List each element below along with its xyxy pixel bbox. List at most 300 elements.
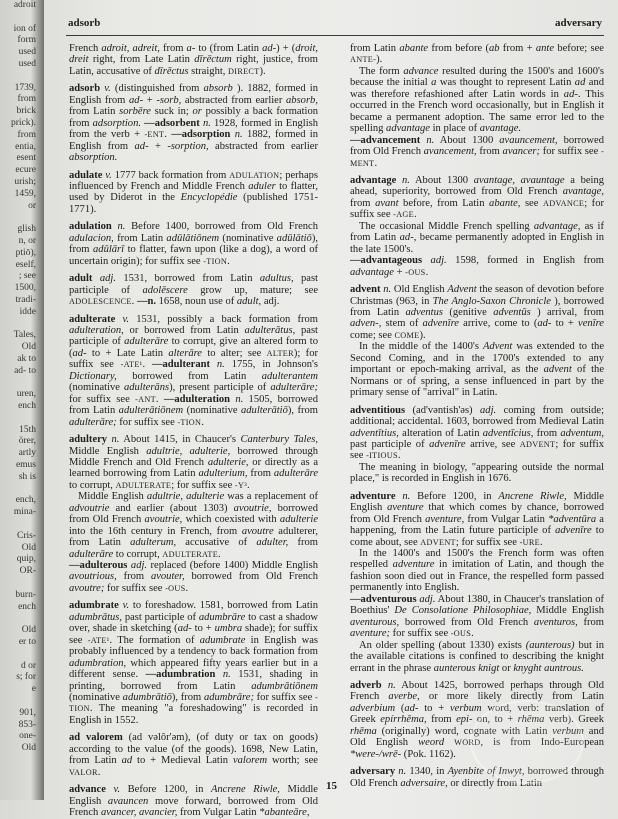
headword: —adsorption [171,129,231,141]
italic-form: Ayenbite of Inwyt, [447,766,525,778]
text-run: In the middle of the 1400's [359,341,483,353]
entry-paragraph [350,66,604,135]
cross-reference: WORD [454,738,481,748]
text-run: About 1300 [409,174,474,186]
text-run: before; see [554,43,604,54]
derived-entry [350,594,604,640]
text-run: 1505, borrowed from Latin [69,393,318,417]
text-run: (nominative [69,382,124,394]
entry-paragraph [69,43,318,77]
italic-form: n. [383,284,392,296]
italic-form: aventure [387,502,424,514]
text-run: . This occurred in the French word occasionally, but in English it became a permanent adoption. The same error led to the spelling [350,88,604,135]
text-run: in imitation of Latin, and though the fashion soon died out in France, the respelled form passed permanently into English. [350,559,604,594]
text-run: About 1425, borrowed perhaps through Old French [350,680,604,703]
italic-form: adj. [130,560,148,572]
italic-form: adulterāns [123,382,170,394]
italic-form: advoutrie [69,502,110,514]
italic-form: avant [375,197,399,209]
text-run [444,737,454,748]
italic-form: n. [234,129,243,141]
cross-reference: -ATE¹ [120,360,143,370]
text-run: a happening, from the Latin future participle of [350,513,604,537]
previous-page-fragment: prick). [10,117,36,128]
italic-form: avoutre [241,525,274,537]
cross-reference: ADULTERATE [162,549,219,559]
headword: ad valorem [69,732,123,744]
text-run: ). [376,54,383,66]
italic-form: adumbrātiō [122,692,172,704]
italic-form: ad [121,755,133,767]
previous-page-fragment: eself, [15,259,36,270]
previous-page-fragment: n, or [18,235,36,246]
text-run: About 1380, in Chaucer's translation of Boethius' [350,593,604,617]
text-run: from [577,616,605,628]
italic-form: avantage, [562,186,604,198]
text-run: which appeared fifty years earlier but in a different sense. [69,657,318,681]
text-run: from [116,571,151,583]
text-run: word, verb: translation of Greek [350,702,604,726]
text-run: right, justice, from Latin, accusative of [69,54,318,77]
italic-form: advenīre [422,318,459,330]
cross-reference: ADULTERATE [115,480,172,490]
previous-page-fragment: 1459, [14,188,36,199]
italic-form: v. [105,169,112,181]
text-run: resulted during the 1500's and 1600's because the initial [350,65,604,89]
text-run: ), from [287,405,318,417]
text-run: from + [499,43,536,54]
cross-reference: ADVENT [420,537,456,547]
text-run: ; for suffix see [350,438,604,462]
italic-form: adulterie [279,514,318,526]
italic-form: avancement, [423,146,477,158]
text-run: for suffix see [253,692,315,704]
text-run: ), borrowed from Latin [350,295,604,318]
cross-reference: COME [394,330,420,340]
italic-form: n. [235,393,244,405]
text-run: on, to + [472,714,518,726]
headword: adulterate [69,313,116,325]
headword: —adventurous [350,593,417,605]
headword: —adulterous [69,560,128,572]
dictionary-entry [350,175,604,221]
previous-page-fragment: artly [18,448,36,459]
previous-page-fragment [0,696,44,708]
headword: adumbrate [69,600,119,612]
text-run: to flatter, fawn upon (like a dog), a word of uncertain origin); for suffix see [69,244,319,267]
derived-entry [350,255,604,278]
previous-page-fragment: burn- [15,589,36,600]
text-run: from [426,714,457,726]
italic-form: Canterbury Tales, [240,434,319,446]
text-run: 1777 back formation from [111,169,230,181]
dictionary-entry [69,600,318,726]
right-column [350,43,604,789]
text-run: 1531, possibly a back formation from [129,313,318,325]
italic-form: adventīcius, [482,427,534,439]
text-run: Middle English [531,605,605,617]
text-run: borrowed through Middle French and Old French [69,445,319,468]
italic-form: a- [186,43,196,54]
italic-form: n. [222,669,231,681]
italic-form: Dictionary, [69,370,117,382]
cross-reference: -AGE [393,210,414,220]
previous-page-fragment [0,578,44,590]
text-run: (nominative [69,692,123,704]
text-run: Middle English [350,490,604,514]
italic-form: advenīre [429,438,466,450]
italic-form: adj. [430,255,447,267]
previous-page-fragment [0,649,44,661]
dictionary-entry [69,314,318,429]
previous-page-fragment: or [28,200,36,211]
headword: —adulteration [163,393,231,405]
text-run: stem of [381,318,423,330]
previous-page-fragment: quip, [16,554,36,565]
previous-page-fragment: Old [21,342,36,353]
text-run: borrowed from Old French [399,616,534,628]
text-run: accusative of [176,537,257,549]
text-run: ) + ( [276,43,296,54]
headword: adventure [350,490,396,502]
cross-reference: ADVENT [519,439,556,449]
previous-page-fragment: esent [16,153,36,164]
italic-form: adulacion, [69,232,114,244]
text-run: arrive, come to ( [459,318,538,330]
previous-page-fragment: ptiō), [15,247,36,258]
headword: —n. [136,296,157,308]
text-run: 1598, formed in English from [446,255,604,267]
text-run: from [533,427,561,439]
text-run [115,314,122,325]
text-run: ). [419,329,426,341]
italic-form: avancer, avancier, [100,807,178,819]
previous-page-fragment: uren, [16,389,36,400]
text-run: or [499,662,514,674]
text-run: in English was probably influenced by a tendency to back formation from [69,634,318,658]
previous-page-fragment [0,413,44,425]
text-run: ). [259,65,266,77]
left-column [69,43,318,819]
italic-form: adumbration, [69,657,127,669]
text-run: Middle English [78,491,147,503]
text-run: for suffix see [104,582,166,594]
text-run: to corrupt, [69,479,116,491]
previous-page-fragment: urish; [14,176,36,187]
italic-form: rhēma [517,714,545,726]
text-run: for suffix see [390,628,451,640]
headword: adulation [69,221,112,233]
italic-form: a [431,77,437,89]
italic-form: -sorb, [156,94,182,106]
italic-form: n. [398,766,407,778]
text-run: . [164,129,172,141]
text-run: or more likely directly from Latin [419,691,604,703]
text-run: ) arrival, from [530,306,604,318]
text-run: the season of devotion before Christmas (963, in [350,284,604,307]
italic-form: ad- [262,43,277,54]
text-run: coming from outside; additional; accidental. 1603, borrowed from Medieval Latin [350,404,604,428]
italic-form: avoutrie, [144,514,183,526]
dictionary-entry [69,83,318,163]
italic-form: knyght auntrous. [513,662,584,674]
italic-form: n. [111,434,120,446]
cross-reference: ALTER [266,348,294,358]
italic-form: advantage, [533,220,581,232]
text-run: shade); for suffix see [69,623,318,646]
italic-form: avauncement, [499,134,558,146]
italic-form: adulteration, [69,324,124,336]
text-run: About 1415, in Chaucer's [119,434,241,446]
text-run: . [539,536,543,548]
text-run: straight, [188,65,229,77]
dictionary-entry [350,405,604,462]
text-run: from [288,537,318,549]
italic-form: Encyclopédie [180,192,238,204]
previous-page-fragment: used [18,58,36,69]
italic-form: absorption. [69,152,118,164]
previous-page-fragment [0,378,44,390]
dictionary-entry [350,284,604,341]
previous-page-fragment: emus [15,460,36,471]
previous-page-fragment: er to [18,637,36,648]
italic-form: adumbrate [199,634,246,646]
italic-form: avantage, avauntage [473,174,565,186]
text-run: as if from Latin [350,220,604,244]
italic-form: adultrie, adulterie [146,491,225,503]
text-run: from Vulgar Latin [464,513,549,525]
previous-page-fragment: from [17,94,36,105]
italic-form: adūlātiō [276,232,312,244]
italic-form: ad- [563,88,578,100]
text-run: ; for suffix see [455,536,520,548]
text-run [215,669,223,680]
text-run: to + [191,623,215,635]
italic-form: avancer; [502,146,541,158]
text-run: French [69,43,102,54]
italic-form: alterāre [168,347,202,359]
text-run: ), from [171,692,204,704]
italic-form: aventuros, [533,616,578,628]
italic-form: adulterātiō [241,405,288,417]
italic-form: Advent [447,284,477,296]
previous-page-fragment: Cris- [17,530,36,541]
italic-form: absorb, [286,94,318,106]
text-run: alteration of Latin [398,427,483,439]
text-run: see [520,197,543,209]
previous-page-fragment: adroit [13,0,36,10]
text-run: + [393,266,406,278]
text-run: The meaning in biology, "appearing outside the normal place," is recorded in English in 1676. [350,461,604,485]
previous-page-fragment: brick [16,106,36,117]
text-run [210,359,217,370]
previous-page-fragment [0,12,44,24]
italic-form: adultrie, adulterie, [146,445,231,457]
text-run: ); for suffix see [69,347,318,371]
text-run: . [471,628,474,640]
previous-page-fragment: Tales, [13,330,36,341]
entry-paragraph [350,640,604,674]
italic-form: advance [403,65,439,77]
italic-form: ad- [399,232,414,244]
italic-form: adventītius, [350,427,399,439]
previous-page-fragment [0,519,44,531]
italic-form: adventus [405,306,443,318]
text-run: verb). Greek [544,714,604,726]
italic-form: adj. [99,273,116,285]
italic-form: n. [216,359,225,371]
text-run: (nominative [219,232,277,244]
headword: adulate [69,169,103,181]
italic-form: ad- [404,702,419,714]
dictionary-entry [69,732,318,778]
italic-form: aventurous, [350,616,400,628]
text-run: borrowed from Old French [69,502,318,526]
previous-page-fragment: 15th [19,424,36,435]
dictionary-entry [69,221,318,267]
text-run: to + [418,702,450,714]
dictionary-entry [69,434,318,491]
dictionary-entry [69,273,318,307]
italic-form: n. [117,221,126,233]
text-run: borrowed through Old French [350,766,604,789]
italic-form: abante, [489,197,521,209]
text-run: come; see [350,329,395,341]
cross-reference: ADOLESCENCE [69,297,132,307]
text-run: from Vulgar Latin [177,807,260,819]
entry-paragraph [350,43,604,66]
text-run: About 1300 [434,134,500,146]
previous-page-fragment [0,319,44,331]
italic-form: adven-, [350,318,382,330]
text-run: past participle of [69,273,318,296]
previous-page-fragment: Old [21,743,36,754]
text-run: Before 1200, in [120,784,211,796]
italic-form: adult, [236,296,262,308]
italic-form: n. [402,490,411,502]
text-run: + [143,94,157,106]
italic-form: adulterantem [261,370,318,382]
previous-page-fragment [0,484,44,496]
text-run: . [246,479,250,491]
running-head-first-word: adsorb [68,17,101,29]
text-run: abstracted from earlier [208,140,318,152]
text-run: to + Late Latin [86,347,169,359]
text-run: An older spelling (about 1330) exists [359,639,526,651]
text-run: (ad vəlôr'əm), (of duty or tax on goods) according to the value (of the goods). 1698, New Latin, from Latin [69,732,318,767]
text-run: (genitive [443,306,494,318]
text-run: abstracted from earlier [181,94,287,106]
italic-form: avouter, [150,571,185,583]
italic-form: adulterāre; [270,382,318,394]
italic-form: The Anglo-Saxon Chronicle [432,295,551,307]
italic-form: adulterum, [130,537,177,549]
italic-form: avoutre; [69,582,105,594]
italic-form: adulterātiōnem [118,405,184,417]
italic-form: adolēscere [142,284,188,296]
previous-page-fragment: ad- to [14,365,36,376]
text-run: 1755, in Johnson's [224,359,318,371]
italic-form: advenīre [555,525,592,537]
cross-reference: -OUS [405,267,426,277]
entry-paragraph [350,462,604,485]
italic-form: epírrhēma, [380,714,427,726]
italic-form: adulterāre [69,548,114,560]
italic-form: n. [202,117,211,129]
previous-page-fragment: ench [18,401,36,412]
text-run: was extended to the Second Coming, and in the 1700's extended to any important or epoch-making arrival, as the [350,341,604,376]
italic-form: rhēma [350,725,377,737]
italic-form: venīre [578,318,604,330]
text-run: Before 1400, borrowed from Old French [125,221,319,233]
italic-form: adverbium [350,702,396,714]
text-run: or borrowed from Latin [123,324,245,336]
italic-form: n. [401,174,410,186]
italic-form: abante [399,43,429,54]
italic-form: adventure [392,559,435,571]
italic-form: adj. [480,404,497,416]
text-run: of the Normans or of spring, a sense influenced in part by the primary sense of "arrival" in Latin. [350,364,604,399]
italic-form: or [192,106,202,118]
previous-page-edge [0,0,44,800]
headword: adventitious [350,404,406,416]
cross-reference: -ANT [135,394,156,404]
text-run: Middle English [69,445,147,457]
previous-page-fragment [0,613,44,625]
italic-form: adventum, [560,427,604,439]
text-run: arrive, see [465,438,520,450]
text-run: 1531, shading in printing, borrowed from Latin [69,669,318,692]
text-run: past participle of [350,438,430,450]
text-run: move forward, borrowed from Old French [69,795,318,819]
italic-form: ad- [177,623,192,635]
previous-page-fragment: 853- [18,719,36,730]
headword: adverb [350,680,382,692]
italic-form: adūlātiōnem [166,232,220,244]
italic-form: adulterāre [273,468,319,480]
text-run: that which comes by chance, borrowed from Old French [350,502,604,525]
running-head-last-word: adversary [554,17,602,29]
cross-reference: DIRECT [228,66,260,76]
text-run: 1882, formed in English from [69,129,319,152]
italic-form: v. [104,83,111,95]
text-run: . The meaning "a foreshadowing" is recorded in English in 1552. [69,703,318,726]
italic-form: aventure; [350,628,391,640]
page-number: 15 [326,780,337,792]
previous-page-fragment: ecure [15,165,36,176]
italic-form: adumbrātus, [69,611,123,623]
dictionary-entry [350,491,604,548]
italic-form: ad [574,77,586,89]
text-run: and earlier (about 1303) [109,502,234,514]
italic-form: avoutrie, [233,502,272,514]
cross-reference: -TION [203,256,228,266]
previous-page-fragment: form [17,35,36,46]
text-run: or directly as a learned borrowing from Latin [69,456,318,480]
cross-reference: -Y³ [234,480,247,490]
italic-form: ab [488,43,500,54]
text-run: borrowed from Old French [184,571,318,583]
text-run: past participle of [122,611,199,623]
headword: adsorb [69,83,101,95]
headword: —adsorbent [144,117,200,129]
dictionary-entry [69,784,318,818]
previous-page-fragment: e [31,684,36,695]
cross-reference: ANTE- [350,55,377,65]
previous-page-fragment: Old [21,625,36,636]
text-run: . [397,450,401,462]
previous-page-fragment: ; see [18,271,36,282]
